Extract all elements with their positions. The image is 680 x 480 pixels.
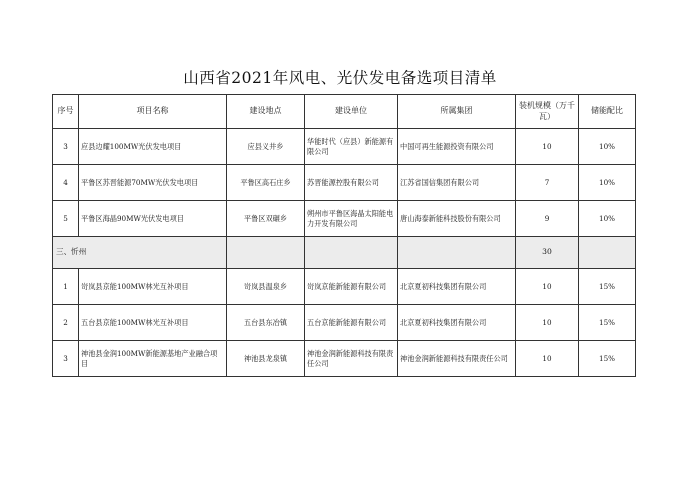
table-header-row bbox=[53, 95, 636, 129]
cell-seq: 1 bbox=[53, 269, 79, 305]
cell-capacity: 7 bbox=[516, 165, 579, 201]
cell-storage: 15% bbox=[579, 341, 636, 377]
cell-group: 北京夏初科技集团有限公司 bbox=[398, 305, 516, 341]
cell-seq: 3 bbox=[53, 129, 79, 165]
section-empty-cell bbox=[305, 237, 398, 269]
cell-capacity: 10 bbox=[516, 341, 579, 377]
cell-group: 北京夏初科技集团有限公司 bbox=[398, 269, 516, 305]
cell-project-name: 五台县京能100MW林光互补项目 bbox=[79, 305, 227, 341]
header-project-name: 项目名称 bbox=[79, 95, 227, 129]
page-title: 山西省2021年风电、光伏发电备选项目清单 bbox=[183, 69, 497, 87]
cell-location: 神池县龙泉镇 bbox=[227, 341, 305, 377]
section-name: 三、忻州 bbox=[53, 237, 227, 269]
cell-project-name: 应县边耀100MW光伏发电项目 bbox=[79, 129, 227, 165]
section-empty-cell bbox=[227, 237, 305, 269]
cell-storage: 10% bbox=[579, 165, 636, 201]
cell-location: 平鲁区双碾乡 bbox=[227, 201, 305, 237]
cell-location: 应县义井乡 bbox=[227, 129, 305, 165]
header-unit: 建设单位 bbox=[305, 95, 398, 129]
cell-unit: 神池金润新能源科技有限责任公司 bbox=[305, 341, 398, 377]
table-row bbox=[53, 129, 636, 165]
cell-unit: 华能时代（应县）新能源有限公司 bbox=[305, 129, 398, 165]
header-capacity: 装机规模（万千瓦） bbox=[516, 95, 579, 129]
cell-seq: 4 bbox=[53, 165, 79, 201]
cell-seq: 2 bbox=[53, 305, 79, 341]
section-empty-cell bbox=[579, 237, 636, 269]
cell-capacity: 9 bbox=[516, 201, 579, 237]
cell-group: 神池金润新能源科技有限责任公司 bbox=[398, 341, 516, 377]
cell-location: 五台县东冶镇 bbox=[227, 305, 305, 341]
cell-unit: 朔州市平鲁区海晶太阳能电力开发有限公司 bbox=[305, 201, 398, 237]
cell-capacity: 10 bbox=[516, 269, 579, 305]
cell-group: 中国可再生能源投资有限公司 bbox=[398, 129, 516, 165]
cell-seq: 5 bbox=[53, 201, 79, 237]
cell-group: 唐山海泰新能科技股份有限公司 bbox=[398, 201, 516, 237]
table-row bbox=[53, 165, 636, 201]
header-seq: 序号 bbox=[53, 95, 79, 129]
cell-unit: 五台京能新能源有限公司 bbox=[305, 305, 398, 341]
cell-unit: 岢岚京能新能源有限公司 bbox=[305, 269, 398, 305]
cell-project-name: 岢岚县京能100MW林光互补项目 bbox=[79, 269, 227, 305]
table-row bbox=[53, 305, 636, 341]
cell-storage: 15% bbox=[579, 305, 636, 341]
cell-project-name: 神池县金润100MW新能源基地产业融合项目 bbox=[79, 341, 227, 377]
header-location: 建设地点 bbox=[227, 95, 305, 129]
cell-seq: 3 bbox=[53, 341, 79, 377]
table-row bbox=[53, 341, 636, 377]
section-empty-cell bbox=[398, 237, 516, 269]
cell-group: 江苏省国信集团有限公司 bbox=[398, 165, 516, 201]
project-table bbox=[52, 94, 636, 377]
section-capacity: 30 bbox=[516, 237, 579, 269]
cell-project-name: 平鲁区苏晋能源70MW光伏发电项目 bbox=[79, 165, 227, 201]
cell-storage: 10% bbox=[579, 201, 636, 237]
table-row bbox=[53, 269, 636, 305]
cell-capacity: 10 bbox=[516, 129, 579, 165]
cell-location: 平鲁区高石庄乡 bbox=[227, 165, 305, 201]
header-group: 所属集团 bbox=[398, 95, 516, 129]
header-storage: 储能配比 bbox=[579, 95, 636, 129]
cell-location: 岢岚县温泉乡 bbox=[227, 269, 305, 305]
table-row bbox=[53, 201, 636, 237]
section-row bbox=[53, 237, 636, 269]
cell-unit: 苏晋能源控股有限公司 bbox=[305, 165, 398, 201]
cell-storage: 10% bbox=[579, 129, 636, 165]
cell-capacity: 10 bbox=[516, 305, 579, 341]
cell-storage: 15% bbox=[579, 269, 636, 305]
cell-project-name: 平鲁区海晶90MW光伏发电项目 bbox=[79, 201, 227, 237]
